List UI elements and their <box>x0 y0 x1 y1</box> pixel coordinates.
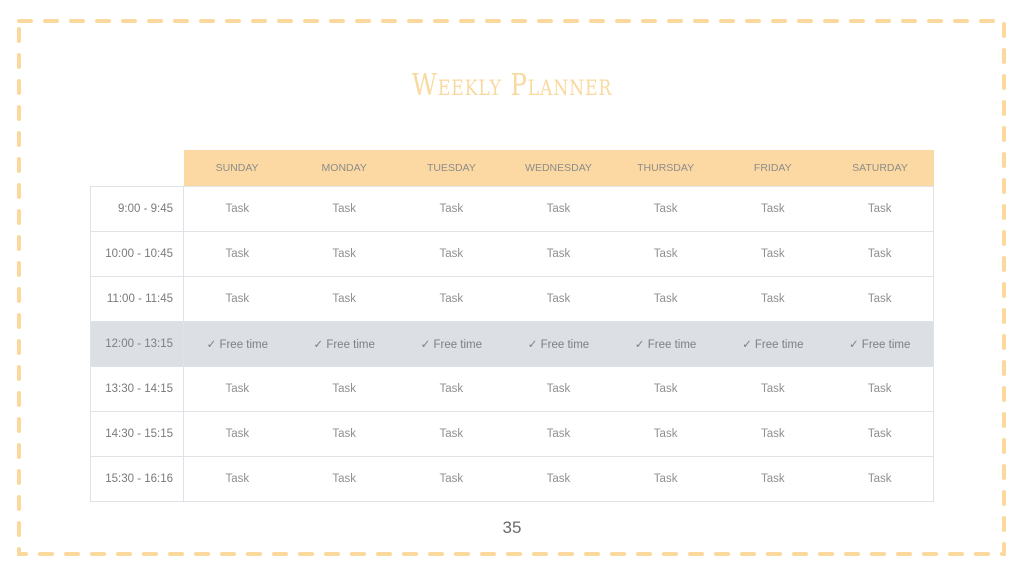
free-time-cell: ✓ Free time <box>826 322 933 367</box>
task-cell: Task <box>398 412 505 457</box>
task-cell: Task <box>291 277 398 322</box>
time-slot-label: 12:00 - 13:15 <box>91 322 184 367</box>
free-time-cell: ✓ Free time <box>719 322 826 367</box>
task-cell: Task <box>612 277 719 322</box>
task-cell: Task <box>826 457 933 502</box>
task-cell: Task <box>184 277 291 322</box>
time-slot-label: 9:00 - 9:45 <box>91 187 184 232</box>
task-cell: Task <box>719 277 826 322</box>
page-number: 35 <box>502 518 522 537</box>
task-cell: Task <box>505 412 612 457</box>
task-cell: Task <box>505 277 612 322</box>
task-cell: Task <box>719 367 826 412</box>
task-cell: Task <box>612 457 719 502</box>
task-cell: Task <box>826 412 933 457</box>
task-cell: Task <box>719 187 826 232</box>
task-cell: Task <box>826 277 933 322</box>
day-header: TUESDAY <box>398 150 505 187</box>
time-slot-row <box>91 187 934 232</box>
page-title: Weekly Planner <box>411 68 613 103</box>
time-slot-label: 15:30 - 16:16 <box>91 457 184 502</box>
task-cell: Task <box>184 412 291 457</box>
task-cell: Task <box>184 457 291 502</box>
day-header: SUNDAY <box>184 150 291 187</box>
day-header: WEDNESDAY <box>505 150 612 187</box>
task-cell: Task <box>612 412 719 457</box>
free-time-cell: ✓ Free time <box>291 322 398 367</box>
task-cell: Task <box>184 367 291 412</box>
task-cell: Task <box>612 367 719 412</box>
free-time-cell: ✓ Free time <box>612 322 719 367</box>
task-cell: Task <box>505 187 612 232</box>
task-cell: Task <box>719 412 826 457</box>
day-header: MONDAY <box>291 150 398 187</box>
task-cell: Task <box>398 277 505 322</box>
free-time-row <box>91 322 934 367</box>
task-cell: Task <box>184 232 291 277</box>
time-slot-row <box>91 367 934 412</box>
task-cell: Task <box>398 457 505 502</box>
task-cell: Task <box>826 232 933 277</box>
time-slot-label: 13:30 - 14:15 <box>91 367 184 412</box>
task-cell: Task <box>398 232 505 277</box>
task-cell: Task <box>398 367 505 412</box>
task-cell: Task <box>291 367 398 412</box>
free-time-cell: ✓ Free time <box>398 322 505 367</box>
time-slot-row <box>91 457 934 502</box>
time-slot-row <box>91 277 934 322</box>
task-cell: Task <box>398 187 505 232</box>
task-cell: Task <box>719 457 826 502</box>
task-cell: Task <box>505 457 612 502</box>
header-corner <box>91 150 184 187</box>
weekly-planner-table <box>90 150 934 502</box>
day-header: SATURDAY <box>826 150 933 187</box>
task-cell: Task <box>719 232 826 277</box>
day-header: THURSDAY <box>612 150 719 187</box>
task-cell: Task <box>826 187 933 232</box>
task-cell: Task <box>505 232 612 277</box>
task-cell: Task <box>505 367 612 412</box>
task-cell: Task <box>612 232 719 277</box>
time-slot-row <box>91 232 934 277</box>
free-time-cell: ✓ Free time <box>505 322 612 367</box>
free-time-cell: ✓ Free time <box>184 322 291 367</box>
task-cell: Task <box>291 412 398 457</box>
day-header-row <box>91 150 934 187</box>
task-cell: Task <box>826 367 933 412</box>
day-header: FRIDAY <box>719 150 826 187</box>
time-slot-label: 10:00 - 10:45 <box>91 232 184 277</box>
time-slot-label: 11:00 - 11:45 <box>91 277 184 322</box>
time-slot-label: 14:30 - 15:15 <box>91 412 184 457</box>
task-cell: Task <box>291 457 398 502</box>
task-cell: Task <box>184 187 291 232</box>
task-cell: Task <box>291 187 398 232</box>
task-cell: Task <box>612 187 719 232</box>
task-cell: Task <box>291 232 398 277</box>
time-slot-row <box>91 412 934 457</box>
